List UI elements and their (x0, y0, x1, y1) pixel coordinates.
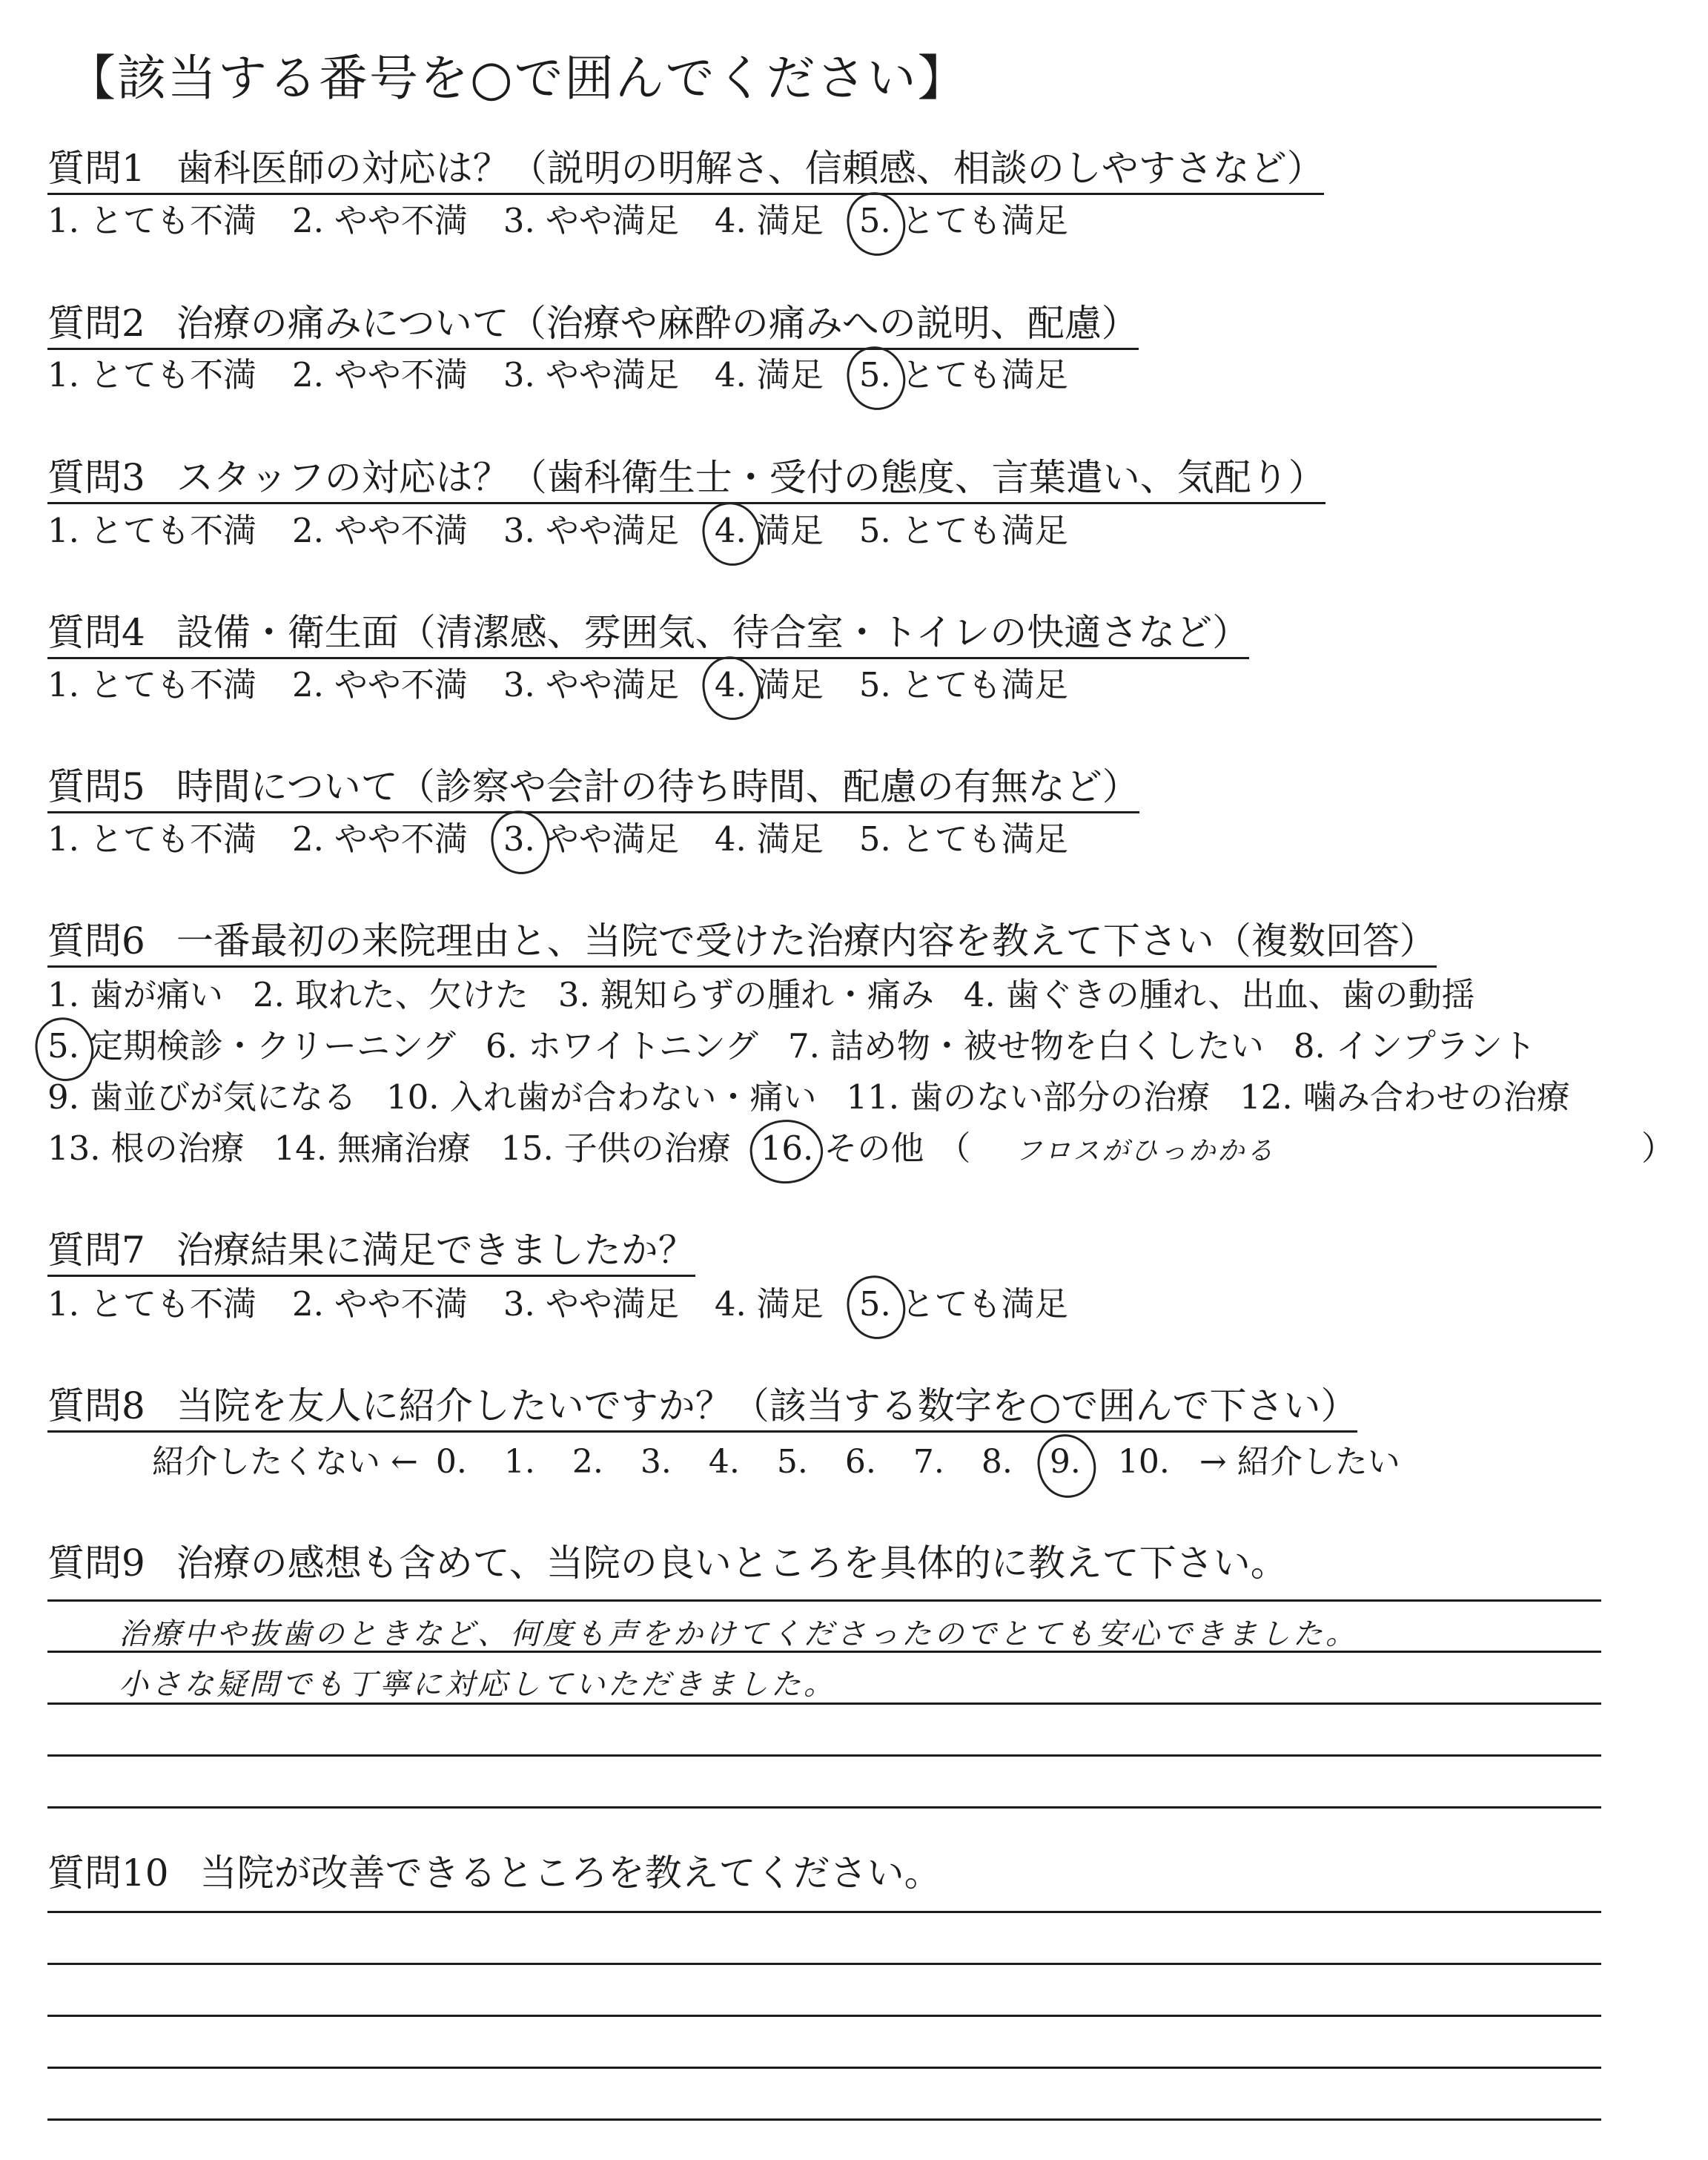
question-2-text: 治療の痛みについて（治療や麻酔の痛みへの説明、配慮） (176, 302, 1139, 345)
q6-option-9[interactable]: 9. 歯並びが気になる (47, 1077, 357, 1117)
question-2-label: 質問2 (47, 302, 145, 345)
question-6-label: 質問6 (47, 919, 145, 962)
question-5-heading (47, 764, 1139, 813)
question-4-heading (47, 610, 1249, 659)
q6-option-8[interactable]: 8. インプラント (1293, 1026, 1536, 1066)
q6-other-close-paren: ） (1641, 1129, 1675, 1168)
question-9-text: 治療の感想も含めて、当院の良いところを具体的に教えて下さい。 (176, 1542, 1288, 1585)
option-4[interactable]: 4. 満足 (714, 355, 824, 394)
q9-answer-line-2[interactable]: 小さな疑問でも丁寧に対応していただきました。 (119, 1668, 836, 1702)
question-6-row-1 (47, 974, 1505, 1016)
option-4-selected[interactable]: 4. 満足 (714, 665, 824, 704)
option-1[interactable]: 1. とても不満 (47, 1284, 256, 1324)
question-6-text: 一番最初の来院理由と、当院で受けた治療内容を教えて下さい（複数回答） (176, 919, 1437, 962)
question-10-text: 当院が改善できるところを教えてください。 (199, 1852, 941, 1895)
q6-option-12[interactable]: 12. 噛み合わせの治療 (1239, 1077, 1570, 1117)
question-4-options (47, 664, 1104, 706)
question-5-options (47, 819, 1104, 860)
q6-option-7[interactable]: 7. 詰め物・被せ物を白くしたい (787, 1026, 1264, 1066)
scale-3[interactable]: 3. (640, 1443, 672, 1481)
option-5[interactable]: 5. とても満足 (858, 819, 1068, 859)
question-6-row-4 (47, 1128, 1675, 1172)
scale-7[interactable]: 7. (913, 1443, 944, 1481)
answer-rule (47, 1702, 1601, 1705)
question-6-heading (47, 918, 1437, 968)
scale-6[interactable]: 6. (844, 1443, 876, 1481)
page-title: 【該当する番号を○で囲んでください】 (67, 50, 968, 107)
answer-rule (47, 1599, 1601, 1602)
question-3-options (47, 510, 1104, 552)
option-2[interactable]: 2. やや不満 (291, 819, 468, 859)
q6-option-10[interactable]: 10. 入れ歯が合わない・痛い (385, 1077, 817, 1117)
option-3[interactable]: 3. やや満足 (503, 511, 679, 550)
answer-rule (47, 1963, 1601, 1965)
q6-option-13[interactable]: 13. 根の治療 (47, 1129, 245, 1168)
question-1-text: 歯科医師の対応は？（説明の明解さ、信頼感、相談のしやすさなど） (176, 147, 1324, 190)
question-3-text: スタッフの対応は？（歯科衛生士・受付の態度、言葉遣い、気配り） (176, 456, 1325, 499)
question-8-text: 当院を友人に紹介したいですか？（該当する数字を○で囲んで下さい） (176, 1384, 1358, 1427)
option-4[interactable]: 4. 満足 (714, 1284, 824, 1324)
scale-8[interactable]: 8. (981, 1443, 1013, 1481)
question-1-options (47, 200, 1104, 242)
question-10-label: 質問10 (47, 1852, 169, 1895)
option-3[interactable]: 3. やや満足 (503, 355, 679, 394)
question-4-label: 質問4 (47, 611, 145, 654)
question-8-label: 質問8 (47, 1384, 145, 1427)
question-7-heading (47, 1227, 695, 1277)
question-9-heading (47, 1540, 1288, 1586)
scale-5[interactable]: 5. (776, 1443, 808, 1481)
option-3-selected[interactable]: 3. やや満足 (503, 819, 679, 859)
question-1-label: 質問1 (47, 147, 145, 190)
answer-rule (47, 1806, 1601, 1809)
question-5-text: 時間について（診察や会計の待ち時間、配慮の有無など） (176, 765, 1139, 808)
option-5-selected[interactable]: 5. とても満足 (858, 1284, 1068, 1324)
option-5-selected[interactable]: 5. とても満足 (858, 201, 1068, 240)
question-7-options (47, 1284, 1104, 1325)
question-7-label: 質問7 (47, 1229, 145, 1272)
q6-other-answer[interactable]: フロスがひっかかる (1015, 1136, 1276, 1166)
option-2[interactable]: 2. やや不満 (291, 1284, 468, 1324)
question-6-row-2 (47, 1025, 1566, 1067)
answer-rule (47, 2118, 1601, 2121)
question-3-heading (47, 455, 1325, 504)
q6-option-15[interactable]: 15. 子供の治療 (500, 1129, 731, 1168)
q6-option-4[interactable]: 4. 歯ぐきの腫れ、出血、歯の動揺 (963, 975, 1475, 1014)
q9-answer-line-1[interactable]: 治療中や抜歯のときなど、何度も声をかけてくださったのでとても安心できました。 (119, 1617, 1358, 1651)
option-2[interactable]: 2. やや不満 (291, 511, 468, 550)
q6-option-16-selected[interactable]: 16. その他 （ フロスがひっかかる (760, 1129, 1276, 1168)
q6-option-1[interactable]: 1. 歯が痛い (47, 975, 223, 1014)
option-1[interactable]: 1. とても不満 (47, 819, 256, 859)
option-3[interactable]: 3. やや満足 (503, 1284, 679, 1324)
scale-0[interactable]: 0. (435, 1443, 467, 1481)
question-8-heading (47, 1383, 1357, 1433)
answer-rule (47, 1911, 1601, 1913)
scale-4[interactable]: 4. (708, 1443, 740, 1481)
question-9-label: 質問9 (47, 1542, 145, 1585)
option-5[interactable]: 5. とても満足 (858, 665, 1068, 704)
q6-option-2[interactable]: 2. 取れた、欠けた (252, 975, 529, 1014)
question-7-text: 治療結果に満足できましたか？ (176, 1229, 695, 1272)
scale-10[interactable]: 10. (1117, 1443, 1170, 1481)
q6-option-6[interactable]: 6. ホワイトニング (486, 1026, 758, 1066)
scale-1[interactable]: 1. (503, 1443, 535, 1481)
q6-option-3[interactable]: 3. 親知らずの腫れ・痛み (557, 975, 934, 1014)
question-5-label: 質問5 (47, 765, 145, 808)
q6-option-5-selected[interactable]: 5. 定期検診・クリーニング (47, 1026, 457, 1066)
option-4[interactable]: 4. 満足 (714, 819, 824, 859)
answer-rule (47, 1651, 1601, 1653)
option-5-selected[interactable]: 5. とても満足 (858, 355, 1068, 394)
option-4-selected[interactable]: 4. 満足 (714, 511, 824, 550)
question-2-heading (47, 300, 1139, 350)
option-5[interactable]: 5. とても満足 (858, 511, 1068, 550)
question-2-options (47, 354, 1104, 396)
scale-right-label: → 紹介したい (1199, 1443, 1400, 1481)
option-3[interactable]: 3. やや満足 (503, 665, 679, 704)
option-1[interactable]: 1. とても不満 (47, 665, 256, 704)
question-6-row-3 (47, 1077, 1600, 1118)
option-3[interactable]: 3. やや満足 (503, 201, 679, 240)
scale-left-label: 紹介したくない ← (152, 1443, 418, 1481)
option-1[interactable]: 1. とても不満 (47, 511, 256, 550)
scale-9-selected[interactable]: 9. (1049, 1443, 1081, 1481)
option-1[interactable]: 1. とても不満 (47, 201, 256, 240)
option-1[interactable]: 1. とても不満 (47, 355, 256, 394)
question-8-scale (152, 1441, 1400, 1483)
question-10-heading (47, 1850, 941, 1896)
question-4-text: 設備・衛生面（清潔感、雰囲気、待合室・トイレの快適さなど） (176, 611, 1250, 654)
q6-option-14[interactable]: 14. 無痛治療 (274, 1129, 471, 1168)
scale-2[interactable]: 2. (572, 1443, 603, 1481)
option-2[interactable]: 2. やや不満 (291, 355, 468, 394)
option-4[interactable]: 4. 満足 (714, 201, 824, 240)
option-2[interactable]: 2. やや不満 (291, 665, 468, 704)
answer-rule (47, 2067, 1601, 2069)
question-1-heading (47, 145, 1324, 195)
option-2[interactable]: 2. やや不満 (291, 201, 468, 240)
answer-rule (47, 1754, 1601, 1757)
answer-rule (47, 2015, 1601, 2017)
q6-option-11[interactable]: 11. 歯のない部分の治療 (846, 1077, 1211, 1117)
question-3-label: 質問3 (47, 456, 145, 499)
